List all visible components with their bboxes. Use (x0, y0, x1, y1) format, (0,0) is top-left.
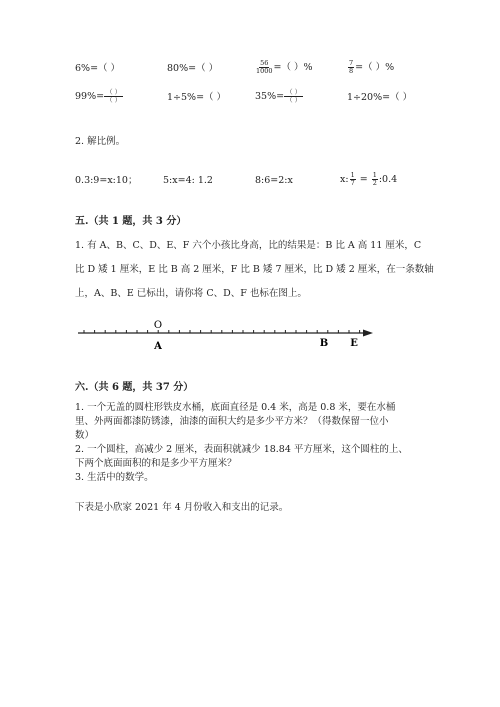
section-6-q1-line-1: 1. 一个无盖的圆柱形铁皮水桶，底面直径是 0.4 米，高是 0.8 米，要在水桶 (75, 402, 396, 413)
fraction-56-1000: $\frac{56}{1000}$ (256, 59, 273, 75)
label-point-a: A (154, 341, 162, 352)
conversion-6-percent: 6%=（ ） (75, 63, 121, 74)
conversion-7-over-8: $\frac{7}{8}$ =（ ）% (349, 59, 395, 75)
section-6-q1-line-2: 里、外两面都漆防锈漆，油漆的面积大约是多少平方米？（得数保留一位小 (75, 416, 389, 427)
conversion-56-over-1000: $\frac{56}{1000}$ =（ ）% (256, 59, 313, 75)
question-2-title: 2. 解比例。 (75, 136, 126, 147)
proportion-4: x: $\frac{1}{7}$ = $\frac{1}{2}$ :0.4 (340, 171, 398, 187)
section-5-heading: 五.（共 1 题，共 3 分） (75, 216, 187, 227)
section-6-heading: 六.（共 6 题，共 37 分） (75, 382, 194, 393)
label-point-e: E (350, 338, 358, 349)
conversion-99-percent: 99%= （ ） （ ） (75, 88, 122, 104)
section-5-line-3: 上，A、B、E 已标出，请你将 C、D、F 也标在图上。 (75, 288, 307, 299)
fraction-7-8: $\frac{7}{8}$ (349, 59, 354, 75)
conversion-1-div-20-percent: 1÷20%=（ ） (347, 92, 413, 103)
blank-fraction: （ ） （ ） (286, 88, 302, 104)
number-line-arrow-icon (363, 330, 373, 337)
conversion-35-percent: 35%= （ ） （ ） (255, 88, 302, 104)
conversion-1-div-5-percent: 1÷5%=（ ） (167, 92, 227, 103)
proportion-1: 0.3:9=x:10； (75, 175, 138, 186)
label-point-b: B (319, 338, 329, 349)
label-origin-o: O (153, 320, 163, 331)
number-line (70, 318, 380, 352)
section-5-line-2: 比 D 矮 1 厘米，E 比 B 高 2 厘米，F 比 B 矮 7 厘米，比 D 矮 2 厘米，在一条数轴 (75, 264, 434, 275)
conversion-80-percent: 80%=（ ） (167, 63, 219, 74)
section-6-q1-line-3: 数） (75, 430, 95, 441)
blank-fraction: （ ） （ ） (106, 88, 122, 104)
fraction-1-2: $\frac{1}{2}$ (372, 171, 377, 187)
proportion-3: 8:6=2:x (255, 175, 293, 186)
section-6-q3-intro: 下表是小欣家 2021 年 4 月份收入和支出的记录。 (75, 502, 289, 513)
fraction-1-7: $\frac{1}{7}$ (350, 171, 355, 187)
section-6-q3-title: 3. 生活中的数学。 (75, 472, 154, 483)
proportion-2: 5:x=4: 1.2 (163, 175, 213, 186)
section-5-line-1: 1. 有 A、B、C、D、E、F 六个小孩比身高，比的结果是：B 比 A 高 11 厘米，C (75, 240, 422, 251)
section-6-q2-line-1: 2. 一个圆柱，高减少 2 厘米，表面积就减少 18.84 平方厘米，这个圆柱的上、 (75, 444, 408, 455)
section-6-q2-line-2: 下两个底面面积的和是多少平方厘米？ (75, 458, 237, 469)
